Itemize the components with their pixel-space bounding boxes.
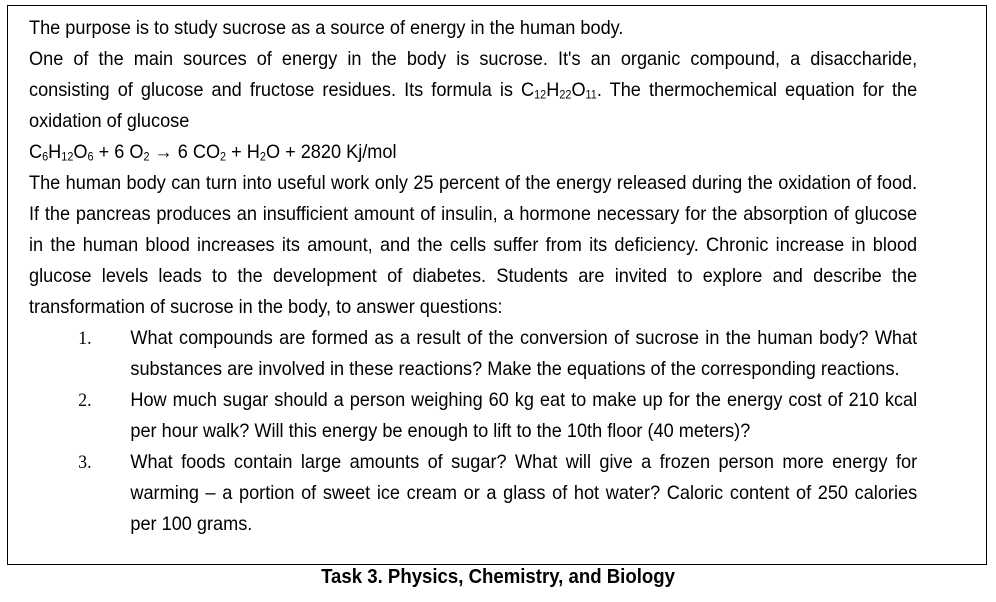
item-number: 2.	[78, 390, 92, 411]
text-segment: C	[29, 141, 43, 163]
text-segment: + H	[226, 141, 260, 163]
subscript: 12	[534, 88, 547, 102]
item-text: How much sugar should a person weighing 60 kg eat to make up for the energy cost of 210 kcal per hour walk? Will this energy be enough to lift to the 10th floor (40 meters)?	[130, 389, 918, 442]
text-segment: → 6 CO	[149, 141, 221, 163]
item-text: What compounds are formed as a result of the conversion of sucrose in the human body? What substances are involved in these reactions? Make the equations of the corresponding reactions.	[130, 327, 918, 380]
text-segment: H	[546, 79, 560, 101]
subscript: 6	[42, 150, 49, 164]
text-segment: O	[571, 79, 586, 101]
subscript: 12	[61, 150, 74, 164]
text-segment: O	[73, 141, 88, 163]
subscript: 22	[559, 88, 572, 102]
task-box	[7, 5, 987, 565]
energy-paragraph: The human body can turn into useful work only 25 percent of the energy released during the oxidation of food. If the pancreas produces an insufficient amount of insulin, a hormone necessary for the absorption of glucose in the human blood increases its amount, and the cells suffer from its deficiency. Chronic increase in blood glucose levels leads to the development of diabetes. Students are invited to explore and describe the transformation of sucrose in the body, to answer questions:	[29, 172, 918, 318]
task-content	[29, 13, 917, 540]
subscript: 11	[585, 88, 597, 102]
text-segment: . The thermochemical equation for the oxidation of glucose	[29, 79, 918, 132]
sucrose-paragraph	[29, 44, 917, 137]
glucose-equation	[29, 137, 917, 168]
text-segment: One of the main sources of energy in the body is sucrose. It's an organic compound, a disaccharide, consisting of glucose and fructose residues. Its formula is C	[29, 48, 918, 101]
text-segment: O + 2820 Kj/mol	[265, 141, 397, 163]
subscript: 2	[220, 150, 227, 164]
subscript: 2	[143, 150, 150, 164]
figure-caption: Task 3. Physics, Chemistry, and Biology	[321, 566, 675, 588]
item-number: 3.	[78, 452, 92, 473]
text-segment: H	[48, 141, 62, 163]
text-segment: + 6 O	[93, 141, 144, 163]
list-item	[29, 447, 917, 540]
list-item	[29, 385, 917, 447]
subscript: 2	[259, 150, 266, 164]
subscript: 6	[87, 150, 94, 164]
intro-line: The purpose is to study sucrose as a source of energy in the human body.	[29, 17, 624, 39]
item-number: 1.	[78, 328, 92, 349]
question-list	[29, 323, 917, 540]
list-item	[29, 323, 917, 385]
item-text: What foods contain large amounts of sugar? What will give a frozen person more energy for warming – a portion of sweet ice cream or a glass of hot water? Caloric content of 250 calories per 100 grams.	[130, 451, 918, 535]
